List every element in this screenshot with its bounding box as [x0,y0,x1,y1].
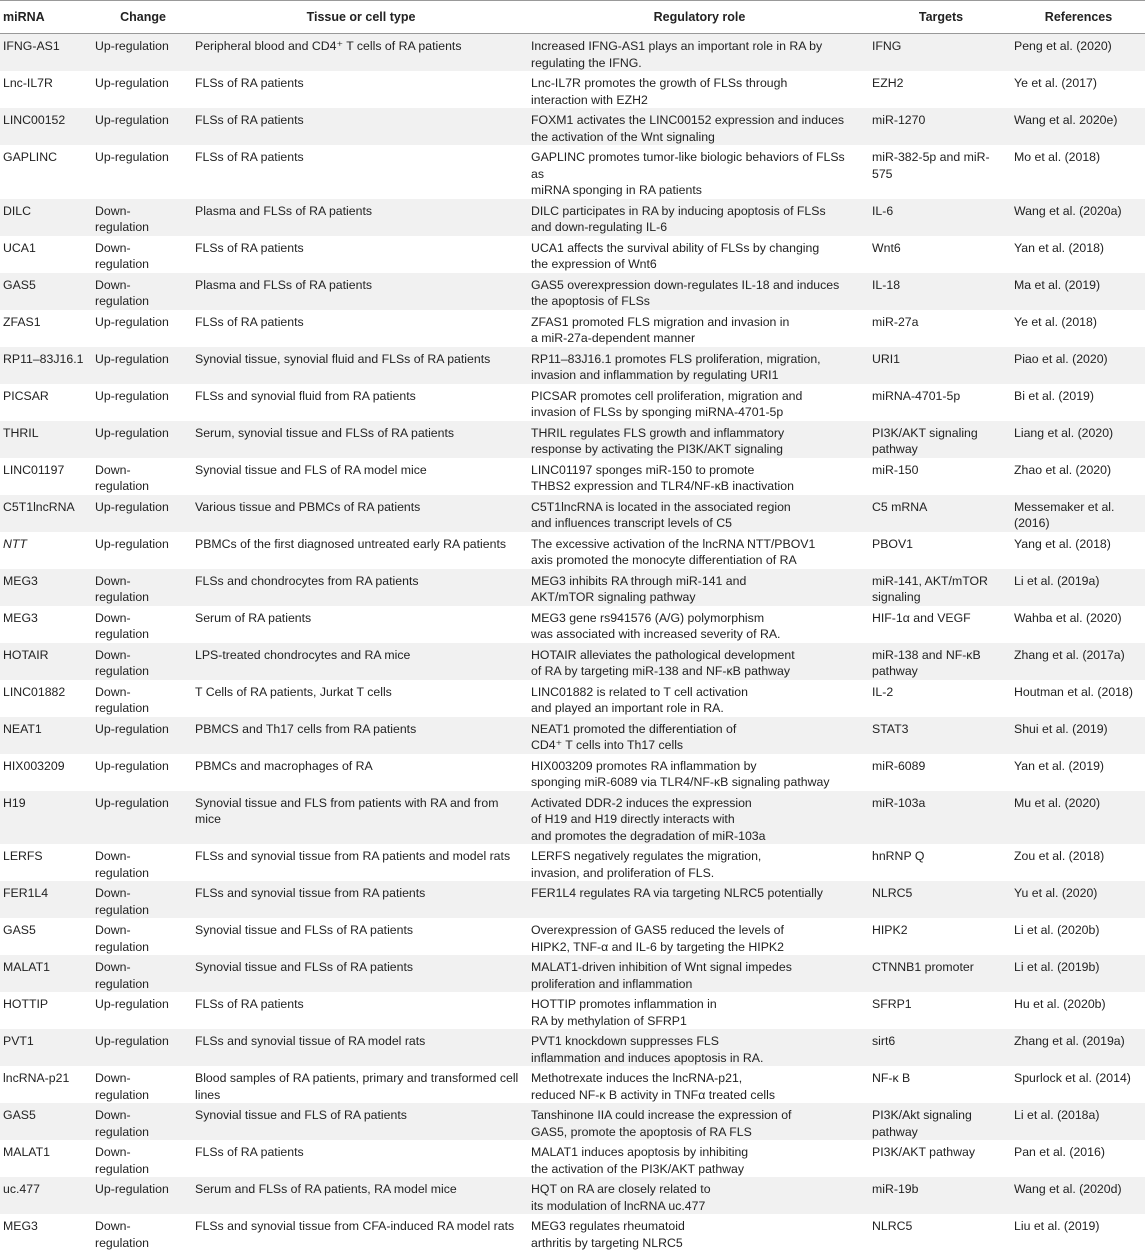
cell-targets: miR-141, AKT/mTOR signaling [870,569,1012,606]
cell-mirna: H19 [0,791,93,845]
table-row [0,1066,1145,1103]
cell-role: FER1L4 regulates RA via targeting NLRC5 potentially [529,881,870,918]
cell-reference: Wang et al. (2020d) [1012,1177,1145,1214]
cell-targets: HIF-1α and VEGF [870,606,1012,643]
cell-mirna: HOTTIP [0,992,93,1029]
cell-targets: miR-138 and NF-κB pathway [870,643,1012,680]
cell-targets: PI3K/AKT pathway [870,1140,1012,1177]
cell-reference: Peng et al. (2020) [1012,34,1145,72]
cell-role: MEG3 inhibits RA through miR-141 and AKT/mTOR signaling pathway [529,569,870,606]
cell-reference: Liang et al. (2020) [1012,421,1145,458]
cell-reference: Zhang et al. (2017a) [1012,643,1145,680]
cell-reference: Mu et al. (2020) [1012,791,1145,845]
cell-mirna: LINC01197 [0,458,93,495]
cell-mirna: PVT1 [0,1029,93,1066]
cell-change: Up-regulation [93,310,193,347]
cell-mirna: GAPLINC [0,145,93,199]
cell-mirna: ZFAS1 [0,310,93,347]
table-row [0,881,1145,918]
table-row [0,108,1145,145]
cell-tissue: PBMCs and macrophages of RA [193,754,529,791]
cell-role: Activated DDR-2 induces the expression of H19 and H19 directly interacts with and promotes the degradation of miR-103a [529,791,870,845]
cell-mirna: UCA1 [0,236,93,273]
cell-reference: Wang et al. 2020e) [1012,108,1145,145]
cell-reference: Zhao et al. (2020) [1012,458,1145,495]
cell-change: Down- regulation [93,1214,193,1251]
table-row [0,643,1145,680]
cell-reference: Piao et al. (2020) [1012,347,1145,384]
cell-tissue: Synovial tissue and FLS of RA model mice [193,458,529,495]
cell-reference: Houtman et al. (2018) [1012,680,1145,717]
cell-change: Down- regulation [93,844,193,881]
cell-role: DILC participates in RA by inducing apoptosis of FLSs and down-regulating IL-6 [529,199,870,236]
cell-change: Up-regulation [93,34,193,72]
cell-tissue: FLSs and synovial fluid from RA patients [193,384,529,421]
cell-targets: miR-103a [870,791,1012,845]
table-row [0,717,1145,754]
table-header [0,1,1145,34]
cell-role: Overexpression of GAS5 reduced the levels of HIPK2, TNF-α and IL-6 by targeting the HIPK2 [529,918,870,955]
cell-change: Up-regulation [93,347,193,384]
cell-tissue: FLSs of RA patients [193,71,529,108]
cell-role: GAS5 overexpression down-regulates IL-18 and induces the apoptosis of FLSs [529,273,870,310]
cell-targets: C5 mRNA [870,495,1012,532]
cell-mirna: NTT [0,532,93,569]
cell-role: MALAT1-driven inhibition of Wnt signal impedes proliferation and inflammation [529,955,870,992]
cell-mirna: THRIL [0,421,93,458]
table-body [0,34,1145,1251]
cell-role: MEG3 gene rs941576 (A/G) polymorphism was associated with increased severity of RA. [529,606,870,643]
table-row [0,145,1145,199]
cell-role: Methotrexate induces the lncRNA-p21, reduced NF-κ B activity in TNFα treated cells [529,1066,870,1103]
cell-role: Tanshinone IIA could increase the expression of GAS5, promote the apoptosis of RA FLS [529,1103,870,1140]
cell-tissue: T Cells of RA patients, Jurkat T cells [193,680,529,717]
table-row [0,955,1145,992]
cell-mirna: LINC01882 [0,680,93,717]
cell-role: UCA1 affects the survival ability of FLSs by changing the expression of Wnt6 [529,236,870,273]
table-row [0,421,1145,458]
cell-tissue: PBMCs of the first diagnosed untreated early RA patients [193,532,529,569]
cell-targets: URI1 [870,347,1012,384]
table-row [0,791,1145,845]
cell-targets: miR-19b [870,1177,1012,1214]
cell-reference: Zhang et al. (2019a) [1012,1029,1145,1066]
table-row [0,754,1145,791]
cell-tissue: Plasma and FLSs of RA patients [193,199,529,236]
cell-reference: Ma et al. (2019) [1012,273,1145,310]
cell-mirna: C5T1lncRNA [0,495,93,532]
cell-mirna: uc.477 [0,1177,93,1214]
cell-change: Down- regulation [93,606,193,643]
cell-role: HOTTIP promotes inflammation in RA by methylation of SFRP1 [529,992,870,1029]
cell-mirna: MEG3 [0,569,93,606]
cell-change: Up-regulation [93,754,193,791]
cell-targets: IL-18 [870,273,1012,310]
table-row [0,384,1145,421]
cell-tissue: FLSs of RA patients [193,310,529,347]
header-role: Regulatory role [529,1,870,34]
cell-change: Down- regulation [93,1140,193,1177]
cell-mirna: NEAT1 [0,717,93,754]
cell-tissue: Various tissue and PBMCs of RA patients [193,495,529,532]
cell-role: The excessive activation of the lncRNA NTT/PBOV1 axis promoted the monocyte differentiation of RA [529,532,870,569]
cell-reference: Shui et al. (2019) [1012,717,1145,754]
header-change: Change [93,1,193,34]
cell-role: PVT1 knockdown suppresses FLS inflammation and induces apoptosis in RA. [529,1029,870,1066]
table-row [0,532,1145,569]
cell-change: Up-regulation [93,384,193,421]
cell-change: Up-regulation [93,992,193,1029]
cell-role: MEG3 regulates rheumatoid arthritis by targeting NLRC5 [529,1214,870,1251]
table-row [0,1214,1145,1251]
cell-role: C5T1lncRNA is located in the associated region and influences transcript levels of C5 [529,495,870,532]
cell-reference: Zou et al. (2018) [1012,844,1145,881]
cell-tissue: FLSs of RA patients [193,236,529,273]
cell-role: HIX003209 promotes RA inflammation by sponging miR-6089 via TLR4/NF-κB signaling pathway [529,754,870,791]
cell-tissue: Blood samples of RA patients, primary and transformed cell lines [193,1066,529,1103]
cell-change: Down- regulation [93,955,193,992]
cell-mirna: GAS5 [0,918,93,955]
cell-reference: Li et al. (2018a) [1012,1103,1145,1140]
cell-tissue: Synovial tissue and FLSs of RA patients [193,918,529,955]
header-tissue: Tissue or cell type [193,1,529,34]
cell-role: LINC01882 is related to T cell activation and played an important role in RA. [529,680,870,717]
cell-reference: Spurlock et al. (2014) [1012,1066,1145,1103]
cell-mirna: MALAT1 [0,1140,93,1177]
cell-targets: sirt6 [870,1029,1012,1066]
cell-targets: NLRC5 [870,881,1012,918]
table-row [0,34,1145,72]
cell-tissue: Serum, synovial tissue and FLSs of RA patients [193,421,529,458]
cell-mirna: FER1L4 [0,881,93,918]
table-row [0,918,1145,955]
table-row [0,680,1145,717]
cell-mirna: GAS5 [0,1103,93,1140]
cell-tissue: FLSs of RA patients [193,108,529,145]
cell-targets: IL-2 [870,680,1012,717]
cell-tissue: FLSs of RA patients [193,992,529,1029]
header-targets: Targets [870,1,1012,34]
cell-change: Down- regulation [93,680,193,717]
cell-role: HQT on RA are closely related to its modulation of lncRNA uc.477 [529,1177,870,1214]
cell-reference: Li et al. (2019b) [1012,955,1145,992]
cell-tissue: Plasma and FLSs of RA patients [193,273,529,310]
cell-targets: miR-1270 [870,108,1012,145]
table-row [0,1029,1145,1066]
table-row [0,1103,1145,1140]
cell-change: Up-regulation [93,421,193,458]
cell-targets: miR-382-5p and miR-575 [870,145,1012,199]
cell-mirna: LERFS [0,844,93,881]
cell-reference: Yu et al. (2020) [1012,881,1145,918]
cell-reference: Yan et al. (2018) [1012,236,1145,273]
cell-mirna: Lnc-IL7R [0,71,93,108]
cell-tissue: Synovial tissue, synovial fluid and FLSs of RA patients [193,347,529,384]
cell-targets: Wnt6 [870,236,1012,273]
cell-change: Down- regulation [93,881,193,918]
cell-role: THRIL regulates FLS growth and inflammatory response by activating the PI3K/AKT signaling [529,421,870,458]
cell-change: Down- regulation [93,1066,193,1103]
cell-tissue: FLSs and synovial tissue from RA patients and model rats [193,844,529,881]
cell-change: Up-regulation [93,1177,193,1214]
cell-reference: Pan et al. (2016) [1012,1140,1145,1177]
cell-role: NEAT1 promoted the differentiation of CD4⁺ T cells into Th17 cells [529,717,870,754]
cell-tissue: FLSs and synovial tissue from RA patients [193,881,529,918]
cell-targets: STAT3 [870,717,1012,754]
table-row [0,347,1145,384]
cell-change: Up-regulation [93,791,193,845]
table-row [0,992,1145,1029]
header-references: References [1012,1,1145,34]
cell-reference: Li et al. (2019a) [1012,569,1145,606]
cell-targets: PBOV1 [870,532,1012,569]
cell-mirna: RP11–83J16.1 [0,347,93,384]
cell-role: LINC01197 sponges miR-150 to promote THBS2 expression and TLR4/NF-κB inactivation [529,458,870,495]
cell-mirna: MEG3 [0,606,93,643]
cell-reference: Wahba et al. (2020) [1012,606,1145,643]
cell-tissue: Serum and FLSs of RA patients, RA model mice [193,1177,529,1214]
cell-tissue: FLSs of RA patients [193,1140,529,1177]
table-row [0,458,1145,495]
cell-tissue: Synovial tissue and FLS of RA patients [193,1103,529,1140]
cell-mirna: MALAT1 [0,955,93,992]
cell-change: Down- regulation [93,236,193,273]
cell-reference: Li et al. (2020b) [1012,918,1145,955]
cell-reference: Mo et al. (2018) [1012,145,1145,199]
cell-reference: Bi et al. (2019) [1012,384,1145,421]
table-row [0,606,1145,643]
cell-reference: Wang et al. (2020a) [1012,199,1145,236]
table-row [0,495,1145,532]
table-row [0,310,1145,347]
cell-targets: HIPK2 [870,918,1012,955]
table-row [0,71,1145,108]
cell-mirna: lncRNA-p21 [0,1066,93,1103]
cell-tissue: Peripheral blood and CD4⁺ T cells of RA patients [193,34,529,72]
cell-targets: PI3K/Akt signaling pathway [870,1103,1012,1140]
cell-reference: Messemaker et al. (2016) [1012,495,1145,532]
cell-change: Up-regulation [93,71,193,108]
cell-reference: Ye et al. (2018) [1012,310,1145,347]
cell-mirna: MEG3 [0,1214,93,1251]
header-mirna: miRNA [0,1,93,34]
cell-change: Down- regulation [93,643,193,680]
table-row [0,1140,1145,1177]
cell-mirna: LINC00152 [0,108,93,145]
cell-tissue: PBMCS and Th17 cells from RA patients [193,717,529,754]
cell-role: MALAT1 induces apoptosis by inhibiting the activation of the PI3K/AKT pathway [529,1140,870,1177]
cell-reference: Liu et al. (2019) [1012,1214,1145,1251]
cell-targets: IFNG [870,34,1012,72]
cell-change: Up-regulation [93,532,193,569]
cell-role: LERFS negatively regulates the migration, invasion, and proliferation of FLS. [529,844,870,881]
cell-change: Down- regulation [93,918,193,955]
cell-change: Up-regulation [93,495,193,532]
cell-tissue: Synovial tissue and FLSs of RA patients [193,955,529,992]
cell-role: Lnc-IL7R promotes the growth of FLSs through interaction with EZH2 [529,71,870,108]
cell-change: Up-regulation [93,108,193,145]
cell-tissue: Synovial tissue and FLS from patients with RA and from mice [193,791,529,845]
cell-change: Down- regulation [93,199,193,236]
cell-targets: NF-κ B [870,1066,1012,1103]
cell-targets: miRNA-4701-5p [870,384,1012,421]
table-row [0,199,1145,236]
cell-mirna: IFNG-AS1 [0,34,93,72]
cell-reference: Yang et al. (2018) [1012,532,1145,569]
cell-reference: Ye et al. (2017) [1012,71,1145,108]
cell-change: Down- regulation [93,273,193,310]
cell-reference: Hu et al. (2020b) [1012,992,1145,1029]
cell-role: ZFAS1 promoted FLS migration and invasion in a miR-27a-dependent manner [529,310,870,347]
cell-change: Down- regulation [93,1103,193,1140]
cell-targets: miR-6089 [870,754,1012,791]
table-row [0,1177,1145,1214]
cell-role: RP11–83J16.1 promotes FLS proliferation, migration, invasion and inflammation by regulating URI1 [529,347,870,384]
cell-mirna: DILC [0,199,93,236]
cell-role: PICSAR promotes cell proliferation, migration and invasion of FLSs by sponging miRNA-4701-5p [529,384,870,421]
cell-role: HOTAIR alleviates the pathological development of RA by targeting miR-138 and NF-κB pathway [529,643,870,680]
table-row [0,273,1145,310]
cell-targets: miR-150 [870,458,1012,495]
cell-targets: PI3K/AKT signaling pathway [870,421,1012,458]
cell-targets: EZH2 [870,71,1012,108]
cell-role: GAPLINC promotes tumor-like biologic behaviors of FLSs as miRNA sponging in RA patients [529,145,870,199]
cell-mirna: HIX003209 [0,754,93,791]
cell-tissue: LPS-treated chondrocytes and RA mice [193,643,529,680]
cell-mirna: HOTAIR [0,643,93,680]
cell-tissue: FLSs and chondrocytes from RA patients [193,569,529,606]
cell-tissue: Serum of RA patients [193,606,529,643]
cell-tissue: FLSs and synovial tissue from CFA-induced RA model rats [193,1214,529,1251]
cell-tissue: FLSs of RA patients [193,145,529,199]
cell-targets: hnRNP Q [870,844,1012,881]
cell-reference: Yan et al. (2019) [1012,754,1145,791]
cell-role: FOXM1 activates the LINC00152 expression and induces the activation of the Wnt signaling [529,108,870,145]
cell-targets: SFRP1 [870,992,1012,1029]
table-row [0,844,1145,881]
cell-targets: CTNNB1 promoter [870,955,1012,992]
table-row [0,569,1145,606]
cell-change: Up-regulation [93,145,193,199]
cell-mirna: PICSAR [0,384,93,421]
cell-change: Down- regulation [93,569,193,606]
table-row [0,236,1145,273]
cell-change: Up-regulation [93,1029,193,1066]
cell-change: Up-regulation [93,717,193,754]
cell-targets: NLRC5 [870,1214,1012,1251]
cell-tissue: FLSs and synovial tissue of RA model rats [193,1029,529,1066]
cell-mirna: GAS5 [0,273,93,310]
cell-targets: miR-27a [870,310,1012,347]
cell-targets: IL-6 [870,199,1012,236]
cell-change: Down- regulation [93,458,193,495]
cell-role: Increased IFNG-AS1 plays an important role in RA by regulating the IFNG. [529,34,870,72]
